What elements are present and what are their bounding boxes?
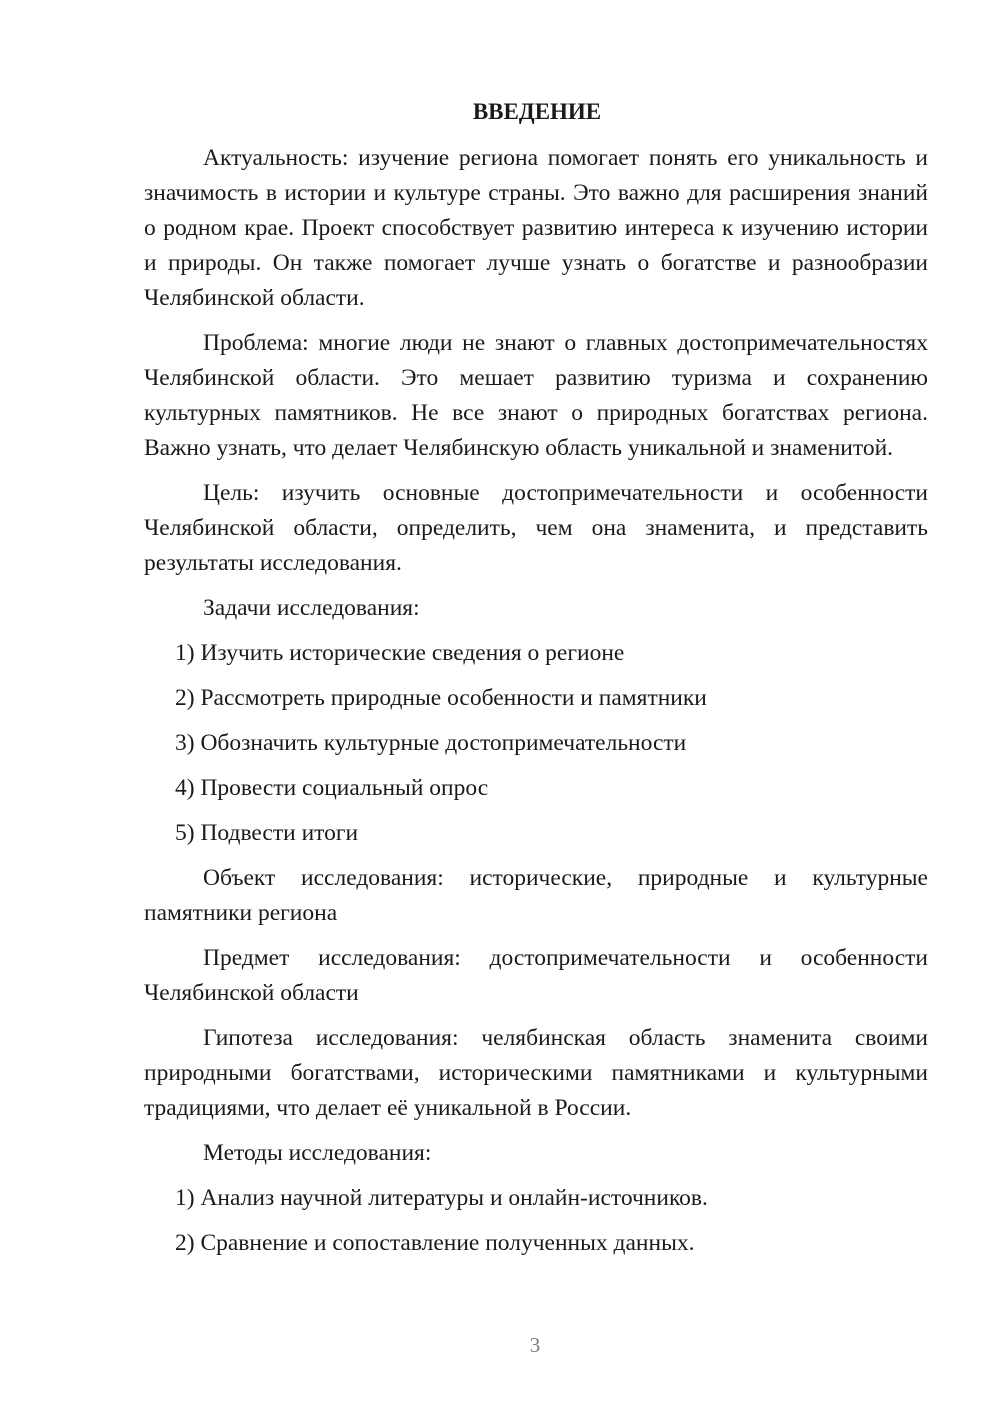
task-item: 4) Провести социальный опрос [175,775,489,801]
hypothesis-paragraph: Гипотеза исследования: челябинская область знаменита своими природными богатствами, историческими памятниками и культурными традициями, что делает её уникальной в России. [144,1025,928,1121]
task-item: 1) Изучить исторические сведения о регионе [175,640,625,666]
document-body [144,94,928,1271]
relevance-paragraph: Актуальность: изучение региона помогает понять его уникальность и значимость в истории и культуре страны. Это важно для расширения знаний о родном крае. Проект способствует развитию интереса к изучению истории и природы. Он также помогает лучше узнать о богатстве и разнообразии Челябинской области. [144,145,928,311]
tasks-title: Задачи исследования: [203,595,420,621]
object-paragraph: Объект исследования: исторические, природные и культурные памятники региона [144,865,928,926]
problem-paragraph: Проблема: многие люди не знают о главных достопримечательностях Челябинской области. Это мешает развитию туризма и сохранению культурных памятников. Не все знают о природных богатствах региона. Важно узнать, что делает Челябинскую область уникальной и знаменитой. [144,330,928,461]
task-item: 3) Обозначить культурные достопримечательности [175,730,687,756]
methods-title: Методы исследования: [203,1140,432,1166]
section-heading: ВВЕДЕНИЕ [472,99,602,124]
task-item: 2) Рассмотреть природные особенности и памятники [175,685,707,711]
task-item: 5) Подвести итоги [175,820,359,846]
goal-paragraph: Цель: изучить основные достопримечательности и особенности Челябинской области, определить, чем она знаменита, и представить результаты исследования. [144,480,928,576]
subject-paragraph: Предмет исследования: достопримечательности и особенности Челябинской области [144,945,928,1006]
page-number: 3 [529,1333,541,1357]
method-item: 2) Сравнение и сопоставление полученных данных. [175,1230,695,1256]
method-item: 1) Анализ научной литературы и онлайн-источников. [175,1185,708,1211]
